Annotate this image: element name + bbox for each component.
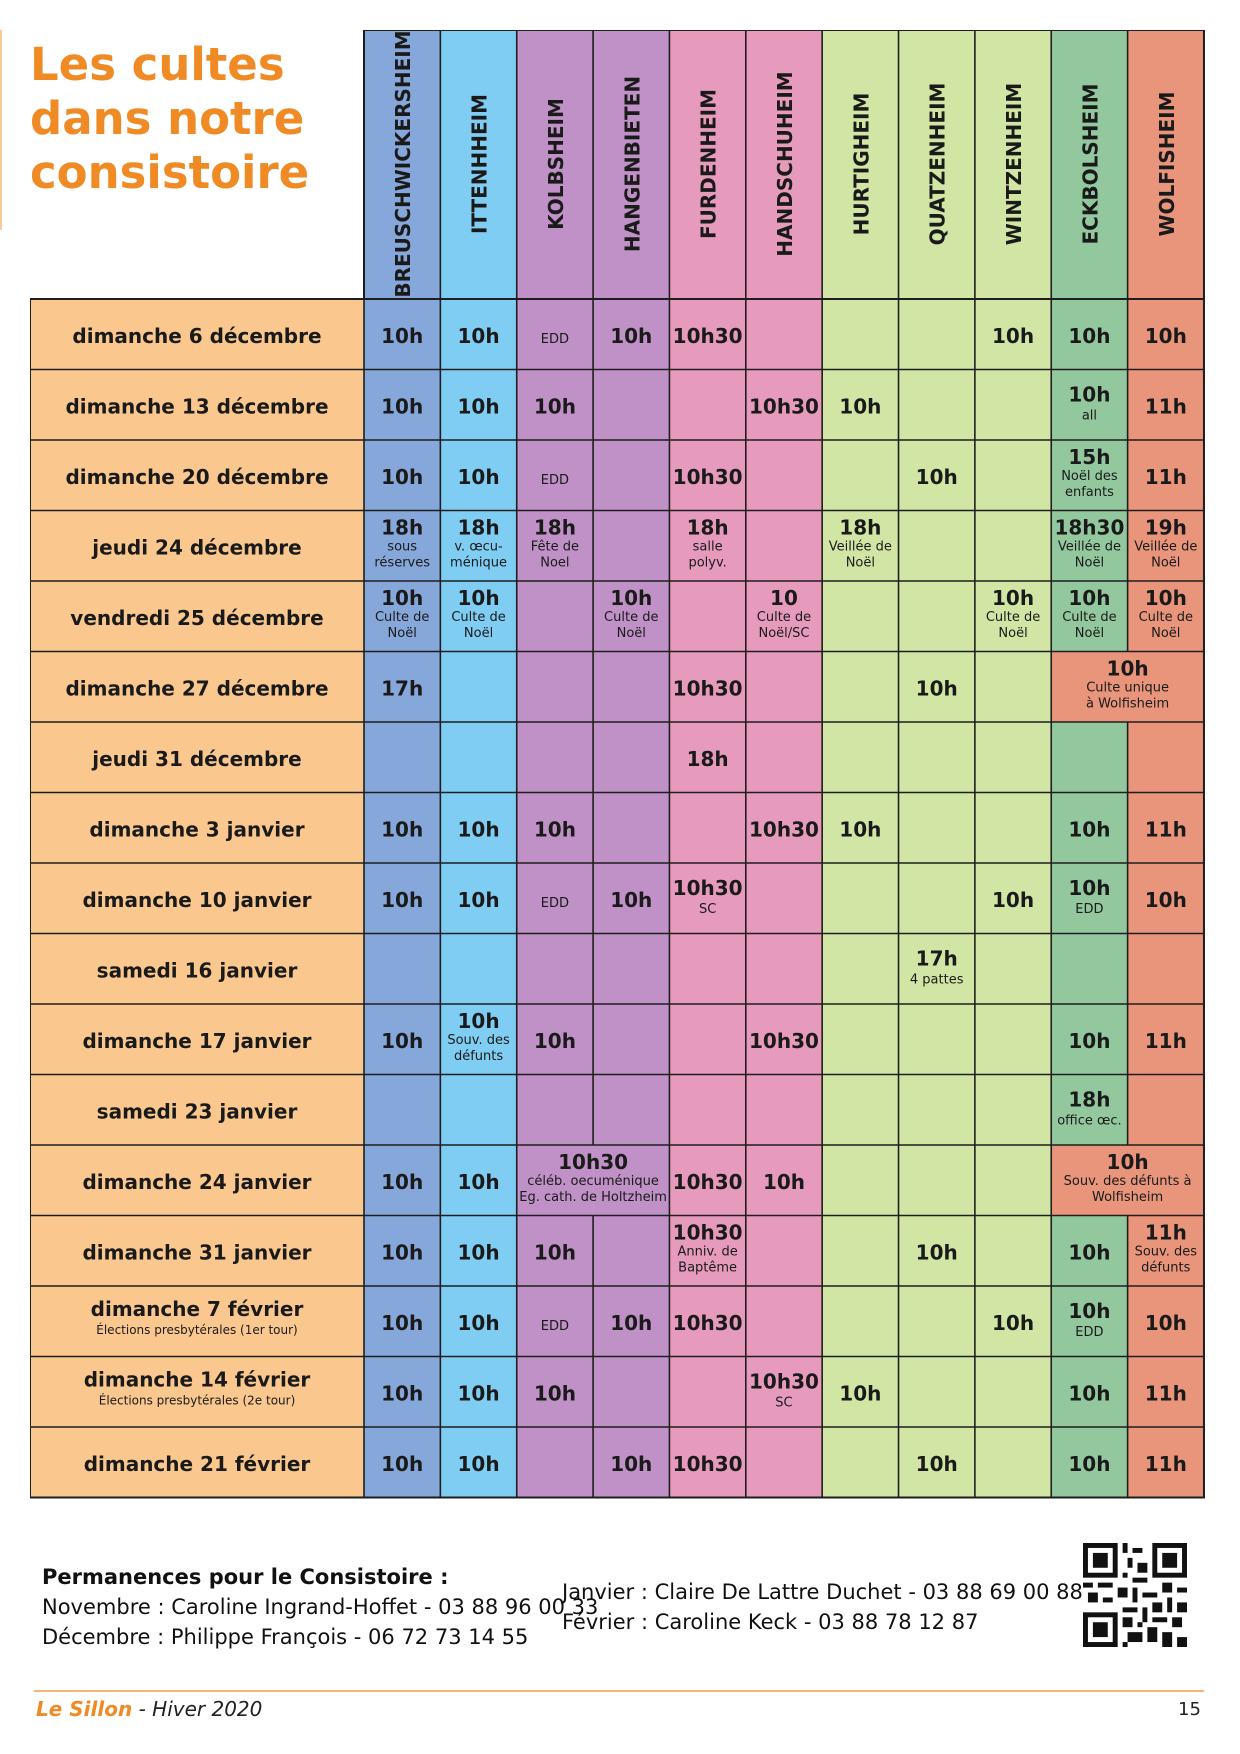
row-date-label: dimanche 21 février [83, 1452, 311, 1476]
service-time: 10h [381, 888, 424, 912]
permanence-november: Novembre : Caroline Ingrand-Hoffet - 03 88 96 00 33 [42, 1595, 599, 1619]
service-time: 10h [1068, 382, 1111, 407]
service-time: 10h [381, 394, 424, 419]
service-time: 11h [1144, 1220, 1187, 1245]
service-time: 10h [457, 817, 500, 842]
parish-column [822, 30, 898, 1498]
service-time: 10h [1068, 1240, 1111, 1265]
service-time: 10h [381, 465, 424, 489]
row-date-label: dimanche 31 janvier [82, 1240, 312, 1265]
service-time: 10h [992, 324, 1035, 348]
service-time: 10h [610, 324, 653, 348]
service-time: 18h [686, 747, 729, 771]
row-date-note: Élections presbytérales (1er tour) [96, 1323, 298, 1337]
service-time: 10h30 [749, 817, 819, 842]
parish-header-label: WOLFISHEIM [1154, 91, 1179, 237]
service-time: 10h [381, 586, 424, 610]
service-note: Culte de [1138, 610, 1193, 625]
service-note: all [1081, 408, 1098, 424]
service-note: défunts [453, 1049, 504, 1064]
service-time: 10h [1144, 1311, 1187, 1335]
service-time: EDD [540, 332, 570, 347]
service-time: 11h [1144, 465, 1187, 489]
parish-column [1128, 30, 1204, 1498]
parish-header-label: WINTZENHEIM [1002, 82, 1027, 246]
service-time: 10h [992, 1311, 1035, 1335]
service-time: 10h30 [672, 324, 743, 348]
service-time: 10h [457, 324, 500, 348]
service-note: v. œcu- [454, 539, 503, 555]
service-time: 10h [1068, 1452, 1111, 1476]
service-time: 18h [686, 515, 729, 540]
service-time: 10h [1106, 656, 1149, 681]
service-note: enfants [1064, 485, 1114, 500]
service-time: 17h [915, 946, 958, 971]
service-note: réserves [374, 555, 431, 571]
title-line-1: Les cultes [30, 38, 285, 91]
service-time: 10h [992, 888, 1035, 912]
service-time: 10h [533, 1029, 576, 1053]
service-time: 10h [533, 394, 576, 419]
title-line-2: dans notre [30, 92, 305, 145]
service-time: 10h30 [749, 1369, 819, 1394]
service-note: Noël [616, 626, 646, 641]
service-time: 10h [381, 1029, 424, 1053]
service-time: 10h [915, 1240, 958, 1265]
service-note: Baptême [678, 1260, 738, 1276]
service-time: 10h30 [672, 676, 743, 701]
service-note: Veillée de [1057, 539, 1121, 555]
service-note: Veillée de [828, 539, 892, 555]
service-note: office œc. [1057, 1113, 1122, 1129]
footer-rule [34, 1690, 1204, 1692]
row-date-label: jeudi 31 décembre [92, 747, 302, 771]
service-time: 10h [1068, 1381, 1111, 1406]
service-time: 10h30 [672, 1170, 743, 1194]
service-note: défunts [1141, 1260, 1191, 1276]
service-time: 10h [1068, 586, 1111, 610]
row-date-label: samedi 23 janvier [96, 1099, 298, 1124]
service-note: 4 pattes [909, 972, 964, 988]
service-time: 10 [770, 586, 798, 610]
decorative-edge-line [0, 30, 2, 230]
parish-header-label: ECKBOLSHEIM [1078, 83, 1103, 245]
service-time: 10h [381, 1381, 424, 1406]
service-note: Souv. des [1134, 1244, 1197, 1260]
service-time: 10h [610, 1452, 653, 1476]
service-note: SC [698, 902, 717, 917]
service-time: 10h [457, 1452, 500, 1476]
row-date-label: vendredi 25 décembre [70, 606, 324, 630]
service-note: EDD [1075, 1325, 1104, 1340]
service-time: 11h [1144, 1452, 1187, 1476]
parish-column [975, 30, 1051, 1498]
service-time: 10h [457, 394, 500, 419]
service-time: 18h [533, 515, 576, 540]
service-note: Culte de [451, 610, 506, 625]
service-note: Souv. des défunts à [1063, 1174, 1192, 1189]
parish-column [517, 30, 593, 1498]
service-note: Noël/SC [758, 626, 810, 641]
page-number: 15 [1178, 1699, 1201, 1720]
service-time: 18h30 [1054, 515, 1125, 540]
service-time: 10h [457, 586, 500, 610]
service-time: 10h30 [749, 394, 819, 419]
service-time: 10h [915, 465, 958, 489]
row-date-label: dimanche 3 janvier [89, 817, 305, 842]
row-date-label: dimanche 10 janvier [82, 888, 312, 912]
service-note: Noël des [1061, 469, 1118, 484]
magazine-credit [36, 1697, 262, 1721]
service-note: Noël [1151, 555, 1181, 571]
worship-schedule-table [30, 30, 1210, 1510]
parish-header-label: ITTENHHEIM [467, 93, 492, 235]
permanences-block [42, 1562, 598, 1652]
service-note: Culte de [1062, 610, 1117, 625]
service-note: Culte unique [1086, 680, 1169, 696]
service-note: Noël [1151, 626, 1181, 641]
service-time: 10h [610, 586, 653, 610]
parish-header-label: HURTIGHEIM [849, 92, 874, 236]
service-time: 18h [381, 515, 424, 540]
service-time: 11h [1144, 394, 1187, 419]
service-time: 10h [1144, 324, 1187, 348]
service-time: 10h [381, 817, 424, 842]
row-date-note: Élections presbytérales (2e tour) [98, 1393, 296, 1408]
row-date-label: samedi 16 janvier [96, 958, 298, 983]
service-time: 10h [1068, 324, 1111, 348]
service-time: EDD [540, 896, 570, 911]
service-time: 10h [839, 817, 882, 842]
service-note: Culte de [985, 610, 1041, 625]
service-note: Anniv. de [677, 1244, 738, 1260]
row-date-label: dimanche 7 février [90, 1297, 304, 1321]
schedule-grid [30, 30, 1210, 1510]
row-date-label: dimanche 6 décembre [72, 324, 322, 348]
title-line-3: consistoire [30, 146, 310, 199]
service-time: 10h [457, 1009, 500, 1033]
service-time: 10h30 [558, 1150, 629, 1174]
service-time: 10h30 [672, 1220, 743, 1245]
service-note: Eg. cath. de Holtzheim [519, 1190, 667, 1205]
parish-header-label: HANDSCHUHEIM [772, 71, 797, 257]
service-time: 10h [381, 1240, 424, 1265]
service-time: 10h30 [672, 1311, 743, 1335]
service-note: Noël [1074, 626, 1105, 641]
service-time: 10h30 [749, 1029, 819, 1053]
service-time: 10h [533, 1381, 576, 1406]
service-time: 10h30 [672, 1452, 743, 1476]
service-note: Noël [387, 626, 417, 641]
service-time: 10h30 [672, 876, 743, 900]
magazine-issue: - Hiver 2020 [138, 1697, 263, 1721]
parish-header-label: BREUSCHWICKERSHEIM [391, 30, 416, 298]
qr-code-icon[interactable] [1083, 1543, 1187, 1647]
parish-header-label: FURDENHEIM [696, 88, 721, 240]
service-note: Noel [540, 555, 570, 571]
row-date-label: dimanche 27 décembre [65, 676, 329, 701]
service-time: 18h [1068, 1087, 1111, 1112]
service-note: Veillée de [1134, 539, 1198, 555]
service-note: Noël [845, 555, 875, 571]
service-note: Wolfisheim [1092, 1190, 1164, 1205]
service-note: salle [692, 539, 723, 555]
service-time: 15h [1068, 445, 1111, 469]
service-time: 10h [915, 1452, 958, 1476]
row-date-label: dimanche 13 décembre [65, 394, 329, 419]
row-date-label: jeudi 24 décembre [92, 535, 302, 560]
permanence-december: Décembre : Philippe François - 06 72 73 14 55 [42, 1625, 529, 1649]
service-time: 10h [762, 1170, 806, 1194]
service-time: 10h [915, 676, 958, 701]
service-time: 18h [457, 515, 500, 540]
service-note: SC [775, 1395, 793, 1411]
service-note: Fête de [530, 539, 580, 555]
service-time: 10h [381, 324, 424, 348]
service-time: 10h [839, 394, 882, 419]
service-time: EDD [540, 1319, 570, 1334]
service-time: 11h [1144, 1381, 1187, 1406]
service-time: 18h [839, 515, 882, 540]
service-time: 10h [1144, 888, 1187, 912]
service-time: 10h [1068, 1299, 1111, 1323]
service-time: 10h [610, 888, 653, 912]
service-note: Noël [463, 626, 494, 641]
service-time: 10h [610, 1311, 653, 1335]
service-time: 10h30 [672, 465, 743, 489]
service-time: EDD [540, 473, 570, 488]
service-note: céléb. oecuménique [527, 1174, 659, 1189]
service-note: EDD [1075, 902, 1104, 917]
service-note: polyv. [688, 555, 727, 571]
parish-header-label: KOLBSHEIM [543, 98, 568, 230]
service-time: 10h [839, 1381, 882, 1406]
permanences-block-right [562, 1577, 1083, 1637]
service-note: Culte de [374, 610, 430, 625]
parish-header-label: QUATZENHEIM [925, 82, 950, 246]
service-note: sous [387, 539, 418, 555]
service-time: 10h [1106, 1150, 1149, 1174]
parish-column [899, 30, 975, 1498]
service-time: 10h [381, 1311, 424, 1335]
parish-header-label: HANGENBIETEN [620, 75, 645, 253]
service-time: 10h [1068, 876, 1111, 900]
parish-column [1051, 30, 1127, 1498]
service-time: 10h [457, 465, 500, 489]
service-time: 10h [457, 888, 500, 912]
service-note: ménique [450, 555, 508, 571]
service-note: Culte de [604, 610, 659, 625]
service-time: 11h [1144, 817, 1187, 842]
service-time: 10h [533, 1240, 576, 1265]
service-time: 19h [1144, 515, 1187, 540]
row-date-label: dimanche 17 janvier [82, 1029, 312, 1053]
service-note: à Wolfisheim [1085, 696, 1170, 712]
permanence-january: Janvier : Claire De Lattre Duchet - 03 88 69 00 88 [562, 1580, 1083, 1604]
service-time: 10h [381, 1452, 424, 1476]
service-note: Souv. des [447, 1033, 510, 1048]
service-time: 10h [457, 1311, 500, 1335]
service-time: 10h [381, 1170, 424, 1194]
service-time: 10h [457, 1240, 500, 1265]
service-note: Noël [1074, 555, 1105, 571]
service-time: 10h [533, 817, 576, 842]
permanences-title: Permanences pour le Consistoire : [42, 1565, 449, 1589]
service-note: Culte de [756, 610, 812, 625]
row-date-label: dimanche 14 février [83, 1367, 311, 1392]
service-time: 10h [1068, 1029, 1111, 1053]
row-date-label: dimanche 24 janvier [82, 1170, 312, 1194]
row-date-label: dimanche 20 décembre [65, 465, 329, 489]
service-note: Noël [998, 626, 1028, 641]
service-time: 10h [457, 1381, 500, 1406]
permanence-february: Février : Caroline Keck - 03 88 78 12 87 [562, 1610, 979, 1634]
service-time: 10h [992, 586, 1035, 610]
service-time: 11h [1144, 1029, 1187, 1053]
parish-column [440, 30, 516, 1498]
service-time: 10h [1144, 586, 1187, 610]
service-time: 10h [457, 1170, 500, 1194]
magazine-name: Le Sillon [36, 1697, 133, 1721]
service-time: 10h [1068, 817, 1111, 842]
service-time: 17h [381, 676, 424, 701]
